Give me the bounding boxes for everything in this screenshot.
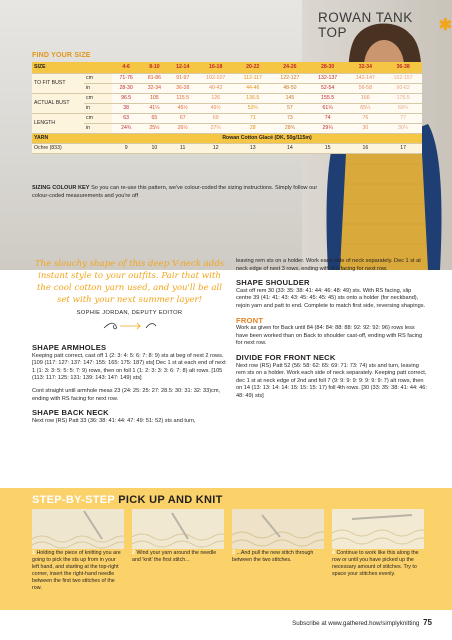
table-row [32,73,422,83]
table-cell: 74 [309,113,347,123]
table-cell: 10 [140,143,168,153]
size-col: 32-34 [346,62,384,73]
table-cell: 24¾ [112,123,140,133]
table-cell: 91-97 [169,73,197,83]
step-photo-3 [232,509,324,549]
section-heading: SHAPE BACK NECK [32,408,109,418]
table-cell: 65¼ [346,103,384,113]
size-col: 28-30 [309,62,347,73]
size-col: 24-26 [271,62,309,73]
unit: cm [84,73,112,83]
table-cell: 142-147 [346,73,384,83]
step-caption-4 [332,550,424,578]
table-row [32,113,422,123]
quote-byline: SOPHIE JORDAN, DEPUTY EDITOR [76,310,183,316]
table-cell: 81-86 [140,73,168,83]
table-cell: 49½ [197,103,235,113]
step-text: Wind your yarn around the needle and 'knit' the first stitch... [132,550,217,563]
page-number: 75 [423,618,432,627]
section-heading: FRONT [236,315,264,325]
table-cell: 56-58 [346,83,384,93]
table-cell: 60-62 [384,83,422,93]
colour-key [32,184,332,200]
step-number: 2 [132,550,135,556]
table-cell: 30¼ [384,123,422,133]
table-cell: 48-50 [271,83,309,93]
table-cell: 126 [197,93,235,103]
table-row [32,123,422,133]
pattern-title-text: ROWAN TANK TOP [318,10,413,40]
step-by-step-heading [32,494,223,506]
size-col: 4-6 [112,62,140,73]
row-label: TO FIT BUST [32,73,84,93]
size-col: 20-22 [235,62,271,73]
paragraph: Next row (RS) Patt 33 (36: 38: 41: 44: 47: 49: 51: 52) sts and turn, [32,417,196,424]
ochre-row [32,143,422,153]
row-label: ACTUAL BUST [32,93,84,113]
heading-white: STEP-BY-STEP [32,494,115,506]
row-label: LENGTH [32,113,84,133]
table-cell: 61¼ [309,103,347,113]
ochre-label: Ochre (833) [32,143,112,153]
table-cell: 15 [309,143,347,153]
paragraph: leaving rem sts on a holder. Work each side of neck separately. Dec 1 st at neck edge of next 3 rows, ending with RS facing for next row. [236,258,421,272]
table-cell: 77 [384,113,422,123]
size-label: SIZE [32,62,112,73]
table-cell: 27¼ [197,123,235,133]
page-footer [292,618,432,627]
table-cell: 71 [235,113,271,123]
table-cell: 52-54 [309,83,347,93]
table-cell: 30 [346,123,384,133]
table-cell: 175.5 [384,93,422,103]
table-cell: 28-30 [112,83,140,93]
table-cell: 9 [112,143,140,153]
table-cell: 26½ [169,123,197,133]
table-cell: 145 [271,93,309,103]
table-cell: 63 [112,113,140,123]
yarn-label: YARN [32,133,112,143]
unit: in [84,123,112,133]
paragraph: Next row (RS) Patt 52 (56: 58: 62: 65: 69: 71: 73: 74) sts and turn, leaving rem sts on a holder. Work each side of neck separately. Keeping patt correct, dec 1 st at neck edge of 2nd and foll 7 (9: 9: 9: 9: 9: 9: 9: 9: 7) alt rows, then on 14 (13: 13: 14: 14: 15: 15: 15: 17) foll 4th rows. [30 (33: 35: 38: 41: 44: 46: 48: 49) sts] [236,362,427,399]
table-cell: 105 [140,93,168,103]
heading-dark: PICK UP AND KNIT [118,494,223,506]
subscribe-link[interactable]: Subscribe at www.gathered.how/simplyknitting [292,620,420,627]
table-cell: 53¾ [235,103,271,113]
step-number: 1 [32,550,35,556]
table-cell: 136.5 [235,93,271,103]
step-photo-4 [332,509,424,549]
step-text: Continue to work like this along the row or until you have picked up the necessary amount of stitches. Try to space your stitches evenly. [332,550,419,577]
table-cell: 73 [271,113,309,123]
paragraph: Cont straight until armhole meas 23 (24: 25: 25: 27: 28.5: 30: 31: 32: 33)cm, ending with RS facing for next row. [32,387,221,402]
table-cell: 13 [235,143,271,153]
step-number: 3 [232,550,235,556]
pattern-title [318,10,452,40]
table-cell: 12 [197,143,235,153]
table-cell: 11 [169,143,197,153]
table-cell: 67 [169,113,197,123]
table-cell: 69¼ [384,103,422,113]
table-cell: 71-76 [112,73,140,83]
table-cell: 155.5 [309,93,347,103]
table-cell: 14 [271,143,309,153]
unit: in [84,83,112,93]
colour-key-text: So you can re-use this pattern, we've colour-coded the sizing instructions. Simply follow our colour-coded measurements and you're off [32,185,318,199]
asterisk-star-icon: ✱ [438,17,452,34]
left-column [32,338,228,425]
section-heading: SHAPE SHOULDER [236,278,310,288]
table-cell: 32-34 [140,83,168,93]
step-number: 4 [332,550,335,556]
table-cell: 57 [271,103,309,113]
table-cell: 36-38 [169,83,197,93]
table-cell: 65 [140,113,168,123]
scribble-decoration-icon [100,320,160,332]
table-cell: 44-46 [235,83,271,93]
step-caption-2 [132,550,224,564]
step-photo-1 [32,509,124,549]
unit: cm [84,113,112,123]
table-cell: 96.5 [112,93,140,103]
step-photo-2 [132,509,224,549]
table-cell: 122-127 [271,73,309,83]
table-cell: 29¼ [309,123,347,133]
section-heading: SHAPE ARMHOLES [32,343,107,352]
pull-quote: The slouchy shape of this deep V-neck adds instant style to your outfits. Pair that with the cool cotton yarn used, and you'll be all set with your next summer layer! [34,259,225,305]
unit: in [84,103,112,113]
yarn-name: Rowan Cotton Glacé (DK, 50g/115m) [112,133,422,143]
paragraph: Work as given for Back until 84 (84: 84: 88: 88: 92: 92: 92: 96) rows less have been worked than on Back to shoulder cast-off, ending with RS facing for next row. [236,325,423,347]
table-cell: 17 [384,143,422,153]
colour-key-title: SIZING COLOUR KEY [32,185,90,191]
table-cell: 40-42 [197,83,235,93]
right-column [236,258,428,401]
table-cell: 102-107 [197,73,235,83]
table-cell: 41¼ [140,103,168,113]
unit: cm [84,93,112,103]
yarn-row [32,133,422,143]
size-table [32,62,422,154]
table-row [32,93,422,103]
table-cell: 28 [235,123,271,133]
paragraph: Keeping patt correct, cast off 1 (2: 3: 4: 5: 6: 7: 8: 9) sts at beg of next 2 rows. [109 (117: 127: 137: 147: 155: 165: 175: 187) sts] Dec 1 st at each end of next 1 (1: 3: 3: 5: 5: 5: 7: 9) rows, then on foll 1 (1: 2: 3: 3: 3: 6: 7: 8) alt rows. [105 (113: 117: 125: 131: 139: 143: 147: 149) sts] [32,352,226,382]
table-cell: 16 [346,143,384,153]
table-cell: 166 [346,93,384,103]
size-col: 16-18 [197,62,235,73]
table-cell: 152-157 [384,73,422,83]
table-cell: 115.5 [169,93,197,103]
table-row [32,83,422,93]
table-cell: 69 [197,113,235,123]
size-col: 36-38 [384,62,422,73]
table-row [32,103,422,113]
table-cell: 76 [346,113,384,123]
size-col: 12-14 [169,62,197,73]
table-cell: 28¾ [271,123,309,133]
size-col: 8-10 [140,62,168,73]
table-cell: 112-117 [235,73,271,83]
section-heading: DIVIDE FOR FRONT NECK [236,352,336,362]
step-caption-3 [232,550,324,564]
step-text: Holding the piece of knitting you are going to pick the sts up from in your left hand, and starting at the top-right corner, insert the right-hand needle between the first two stitches of the row. [32,550,121,591]
paragraph: Cast off rem 30 (33: 35: 38: 41: 44: 46: 48: 49) sts. With RS facing, slip centre 39 (41: 41: 43: 43: 45: 45: 45: 45) sts onto a holder (for neckband), rejoin yarn and patt to end. Complete to match first side, reversing shapings. [236,287,426,309]
table-cell: 25½ [140,123,168,133]
step-text: ...And pull the new stitch through between the two stitches. [232,550,314,563]
step-caption-1 [32,550,124,592]
table-cell: 45½ [169,103,197,113]
table-cell: 38 [112,103,140,113]
table-cell: 132-137 [309,73,347,83]
size-header-row [32,62,422,73]
size-table-heading: FIND YOUR SIZE [32,52,91,59]
